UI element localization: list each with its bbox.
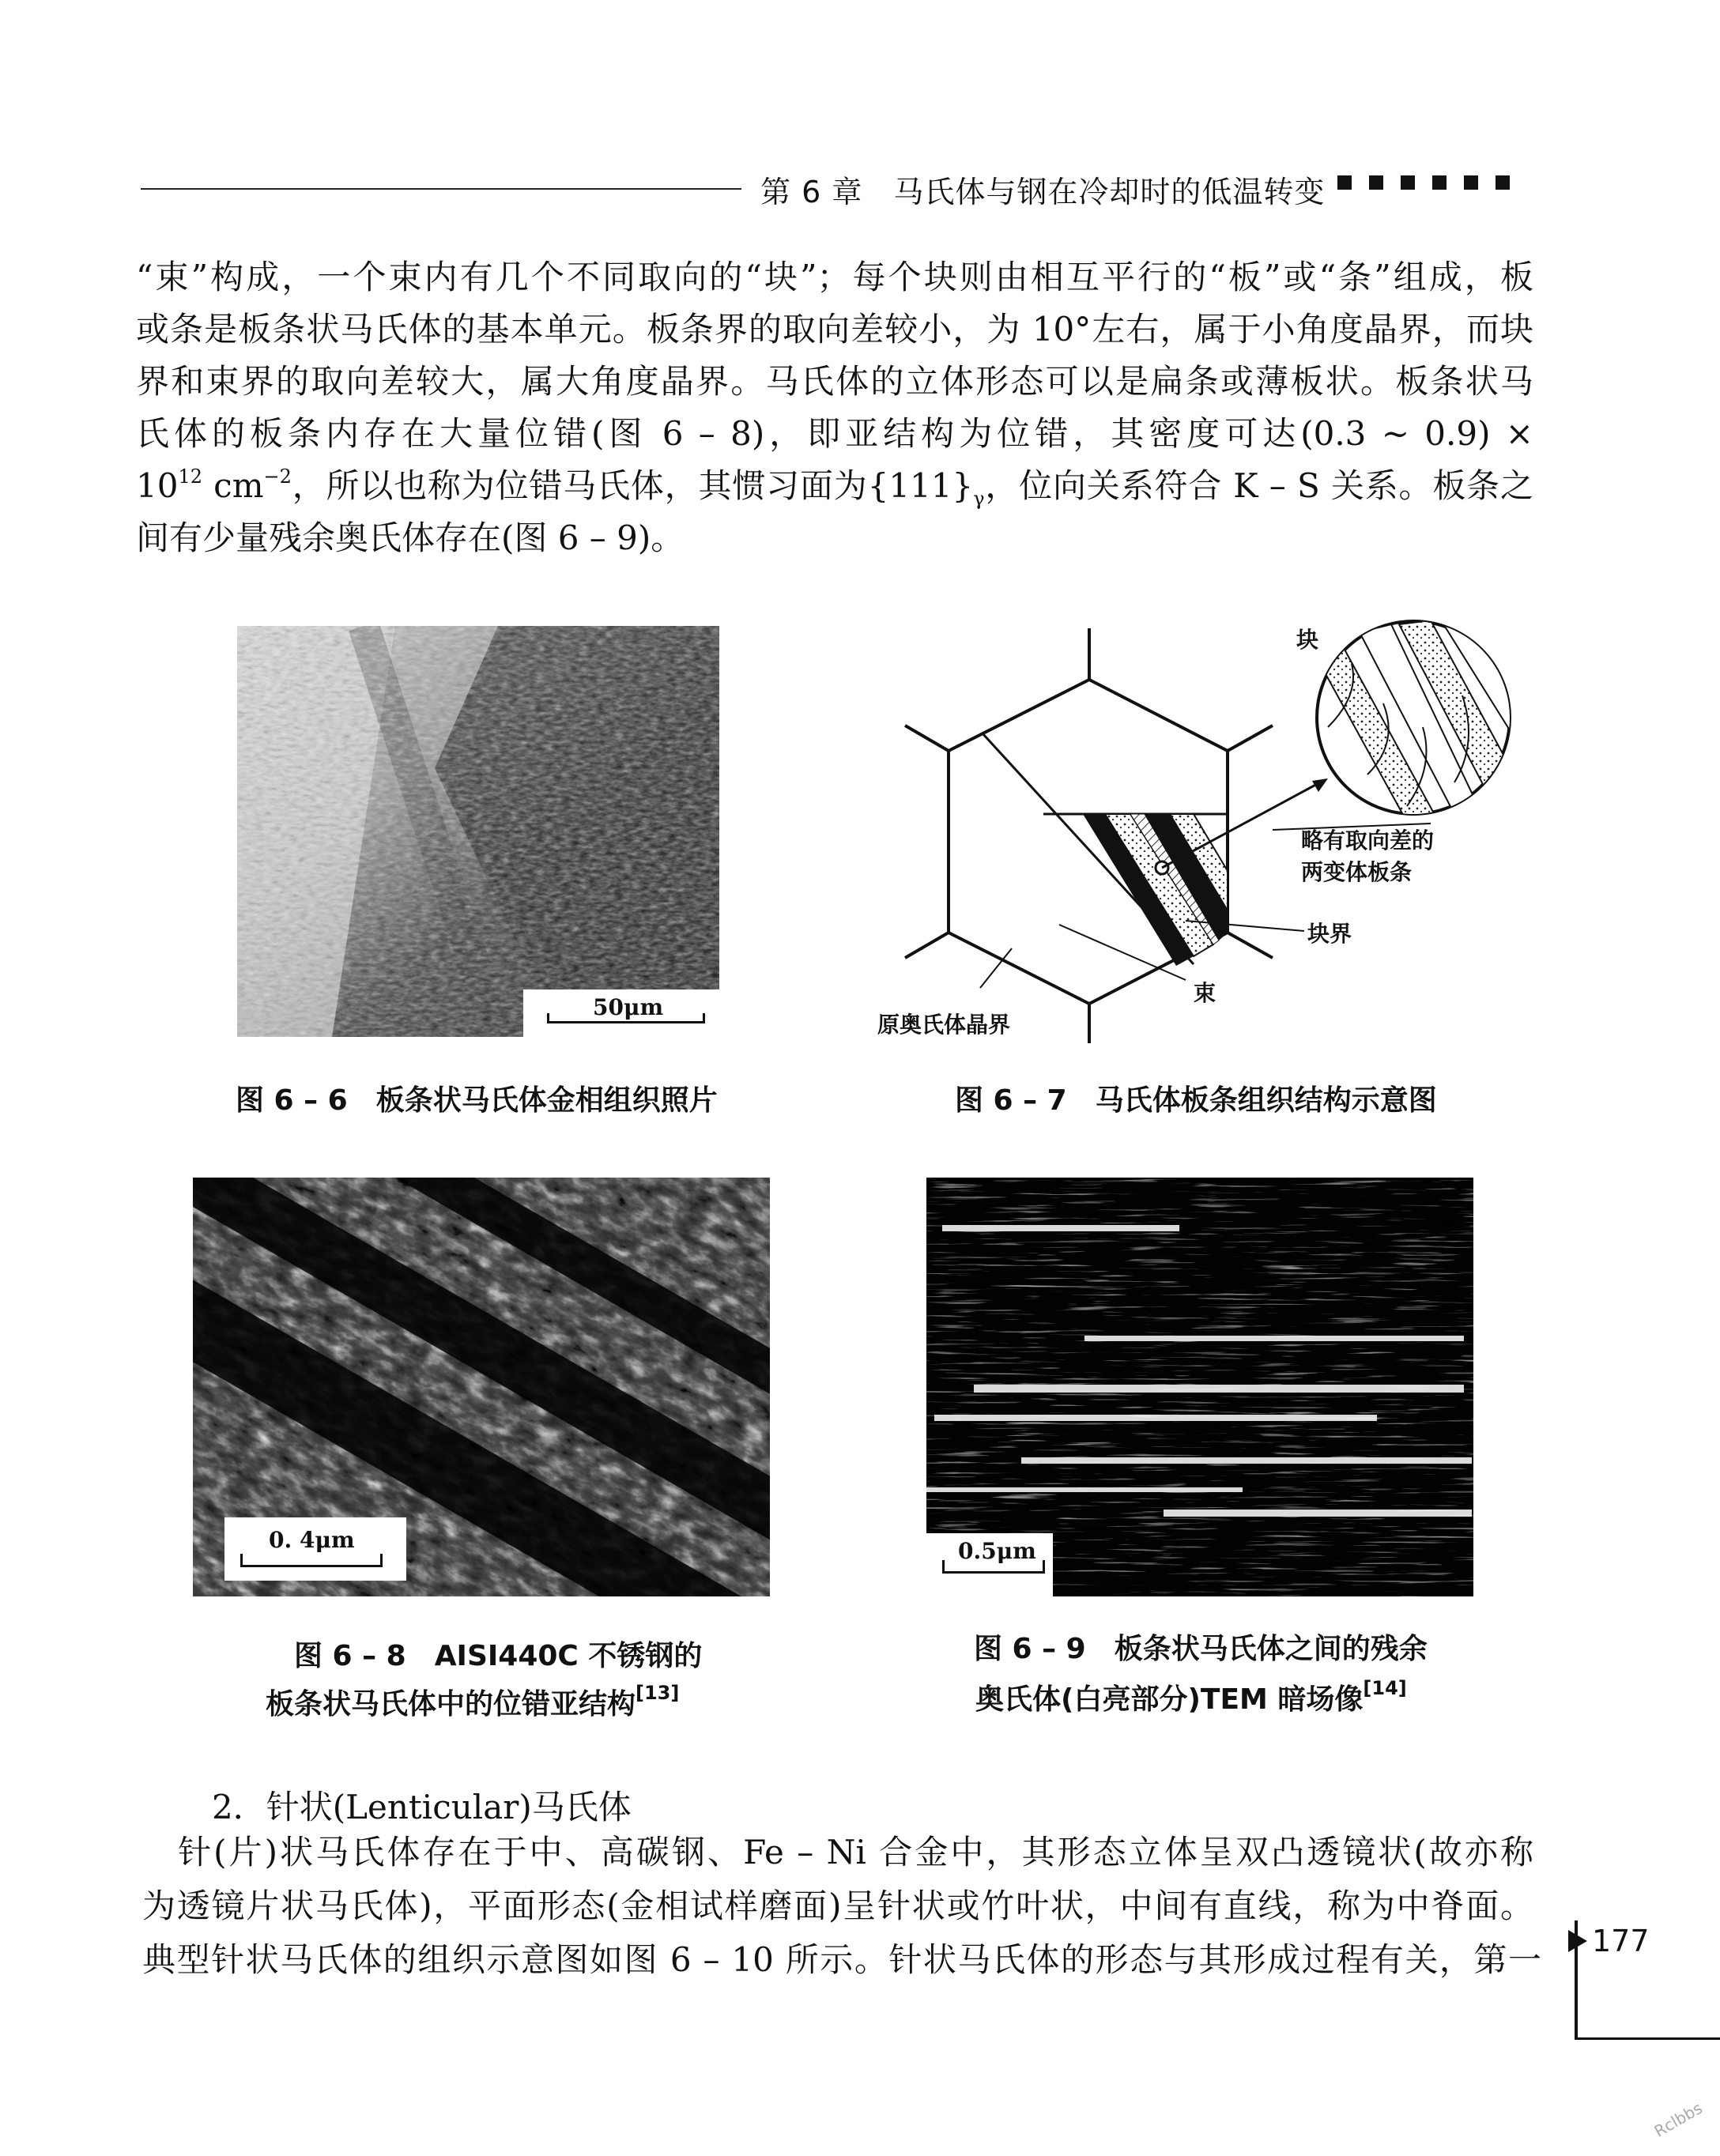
body-paragraph: [136, 251, 1533, 564]
figure-6-6-caption: 图 6 – 6 板条状马氏体金相组织照片: [236, 1084, 718, 1117]
figure-6-7-caption: 图 6 – 7 马氏体板条组织结构示意图: [955, 1084, 1437, 1117]
header-decoration: [1337, 175, 1510, 190]
label-block: 块: [1296, 627, 1319, 653]
label-variants: 略有取向差的 两变体板条: [1301, 827, 1435, 885]
page-footer-rule: [1575, 2037, 1720, 2040]
label-packet: 束: [1194, 980, 1216, 1006]
text-line: 界和束界的取向差较大，属大角度晶界。马氏体的立体形态可以是扁条或薄板状。板条状马: [136, 362, 1533, 401]
text-line-formula: $10^{12}$ $cm^{-2}$，所以也称为位错马氏体，其惯习面为$\{111\}_\gamma$，位向关系符合 K – S 关系。板条之: [136, 466, 1533, 510]
figure-6-8-caption-line2: 板条状马氏体中的位错亚结构[13]: [266, 1682, 680, 1721]
text-line: 针(片)状马氏体存在于中、高碳钢、Fe – Ni 合金中，其形态立体呈双凸透镜状(故亦称: [142, 1833, 1533, 1871]
text-line: “束”构成，一个束内有几个不同取向的“块”；每个块则由相互平行的“板”或“条”组成，板: [136, 258, 1533, 296]
header-rule: [141, 188, 741, 190]
text-line: 或条是板条状马氏体的基本单元。板条界的取向差较小，为 10°左右，属于小角度晶界，而块: [136, 310, 1533, 349]
figure-6-8-caption: 图 6 – 8 AISI440C 不锈钢的: [294, 1640, 703, 1672]
scale-bar-label: 0. 4μm: [269, 1527, 355, 1553]
figure-6-7-diagram: [854, 616, 1533, 1059]
label-block-boundary: 块界: [1307, 921, 1352, 947]
scale-bar: [942, 1571, 1045, 1574]
play-triangle-icon: [1568, 1930, 1587, 1952]
figure-6-9-tem-dark-field: [926, 1178, 1473, 1596]
section-heading: 2．针状(Lenticular)马氏体: [212, 1788, 632, 1826]
scale-bar-label: 0.5μm: [958, 1538, 1036, 1564]
running-header: 第 6 章 马氏体与钢在冷却时的低温转变: [760, 175, 1326, 209]
figure-6-6-micrograph: [237, 626, 719, 1037]
text-line: 典型针状马氏体的组织示意图如图 6 – 10 所示。针状马氏体的形态与其形成过程有关，第一: [142, 1940, 1541, 1979]
figure-6-8-tem-image: [193, 1178, 770, 1596]
figure-6-9-caption-line2: 奥氏体(白亮部分)TEM 暗场像[14]: [975, 1677, 1407, 1716]
scale-bar-label: 50μm: [593, 994, 664, 1020]
body-paragraph-2: [142, 1826, 1541, 1987]
label-prior-grain-boundary: 原奥氏体晶界: [877, 1012, 1011, 1038]
scale-bar: [240, 1565, 383, 1567]
watermark: Rclbbs: [1650, 2098, 1706, 2141]
text-line: 间有少量残余奥氏体存在(图 6 – 9)。: [136, 518, 685, 557]
text-line: 氏体的板条内存在大量位错(图 6 – 8)，即亚结构为位错，其密度可达(0.3 ~ 0.9) ×: [136, 414, 1533, 453]
text-line: 为透镜片状马氏体)，平面形态(金相试样磨面)呈针状或竹叶状，中间有直线，称为中脊面。: [142, 1886, 1533, 1925]
scale-bar: [547, 1021, 705, 1023]
figure-6-9-caption: 图 6 – 9 板条状马氏体之间的残余: [974, 1633, 1428, 1665]
page-number: 177: [1568, 1924, 1650, 1958]
